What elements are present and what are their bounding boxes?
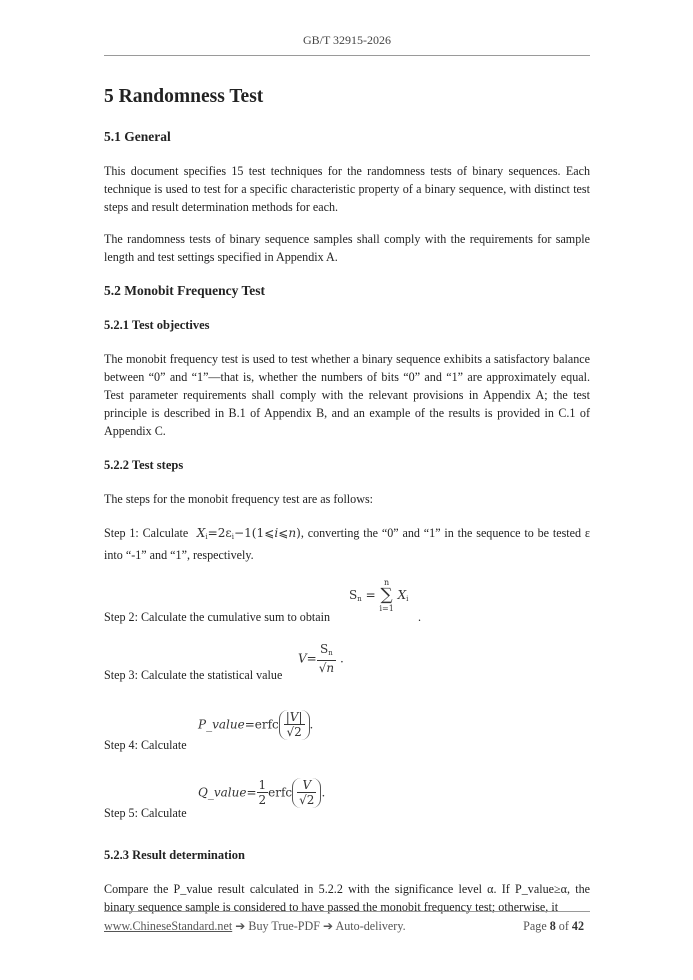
step-1 (104, 524, 590, 564)
subsection-title-5-2-2: 5.2.2 Test steps (104, 458, 184, 472)
page-number: Page 8 of 42 (523, 919, 584, 933)
document-code-header: GB/T 32915-2026 (302, 33, 392, 47)
step-3-label: Step 3: Calculate the statistical value (104, 668, 283, 682)
step-1-formula: $X_i=2\varepsilon_i-1(1⩽i⩽n)$ (196, 526, 301, 541)
step-2-label: Step 2: Calculate the cumulative sum to obtain (104, 610, 331, 624)
step-4 (104, 710, 590, 754)
paragraph-5-2-3: Compare the P_value result calculated in 5.2.2 with the significance level α. If P_value≥α, the binary sequence sample is considered to have passed the monobit frequency test; otherwise, it (104, 882, 590, 914)
arrow-right-icon: ➔ (235, 919, 246, 933)
paragraph-5-2-1: The monobit frequency test is used to test whether a binary sequence exhibits a satisfactory balance between “0” and “1”—that is, whether the numbers of bits “0” and “1” are approximately equal. Test parameter requirements shall comply with the relevant provisions in Appendix A; the test principle is described in B.1 of Appendix B, and an example of the results is provided in C.1 of Appendix C. (104, 352, 590, 438)
header-divider (104, 55, 590, 56)
step-2-formula: $S_n$ = n ∑ i=1 $X_i$ (349, 578, 409, 613)
step-5-formula: Q_value= $\frac{1}{2}$ erfc $\frac{V}{√2}$ . (198, 778, 326, 807)
website-link[interactable]: www.ChineseStandard.net (104, 919, 233, 933)
step-2 (104, 578, 590, 626)
subsection-title-5-2: 5.2 Monobit Frequency Test (104, 283, 266, 298)
paragraph-5-1-a: This document specifies 15 test techniques for the randomness tests of binary sequences. Each technique is used to test for a specific characteristic property of a binary sequence, with distinct test steps and result determination methods for each. (104, 164, 590, 214)
step-3-formula: V= $\frac{S_n}{√n}$ . (298, 642, 344, 675)
step-1-label: Step 1: Calculate (104, 526, 189, 540)
auto-delivery-text: Auto-delivery. (335, 919, 406, 933)
step-1-description: , converting the “0” and “1” in the sequence to be tested ε into “-1” and “1”, respectively. (104, 526, 590, 562)
paragraph-5-1-b: The randomness tests of binary sequence samples shall comply with the requirements for sample length and test settings specified in Appendix A. (104, 232, 590, 264)
paragraph-5-2-2-intro: The steps for the monobit frequency test are as follows: (104, 492, 374, 506)
subsection-title-5-2-1: 5.2.1 Test objectives (104, 318, 210, 332)
step-5-label: Step 5: Calculate (104, 806, 187, 820)
step-5 (104, 778, 590, 822)
step-2-period: . (418, 610, 422, 624)
section-title: 5 Randomness Test (104, 86, 264, 107)
subsection-title-5-1: 5.1 General (104, 129, 171, 144)
page-footer (104, 919, 590, 934)
step-3 (104, 644, 590, 684)
step-4-formula: P_value=erfc $\frac{|V|}{√2}$ . (198, 710, 314, 739)
page-content (104, 84, 590, 930)
subsection-title-5-2-3: 5.2.3 Result determination (104, 848, 245, 862)
footer-divider (104, 911, 590, 912)
step-4-label: Step 4: Calculate (104, 738, 187, 752)
arrow-right-icon: ➔ (323, 919, 334, 933)
buy-pdf-text: Buy True-PDF (248, 919, 320, 933)
